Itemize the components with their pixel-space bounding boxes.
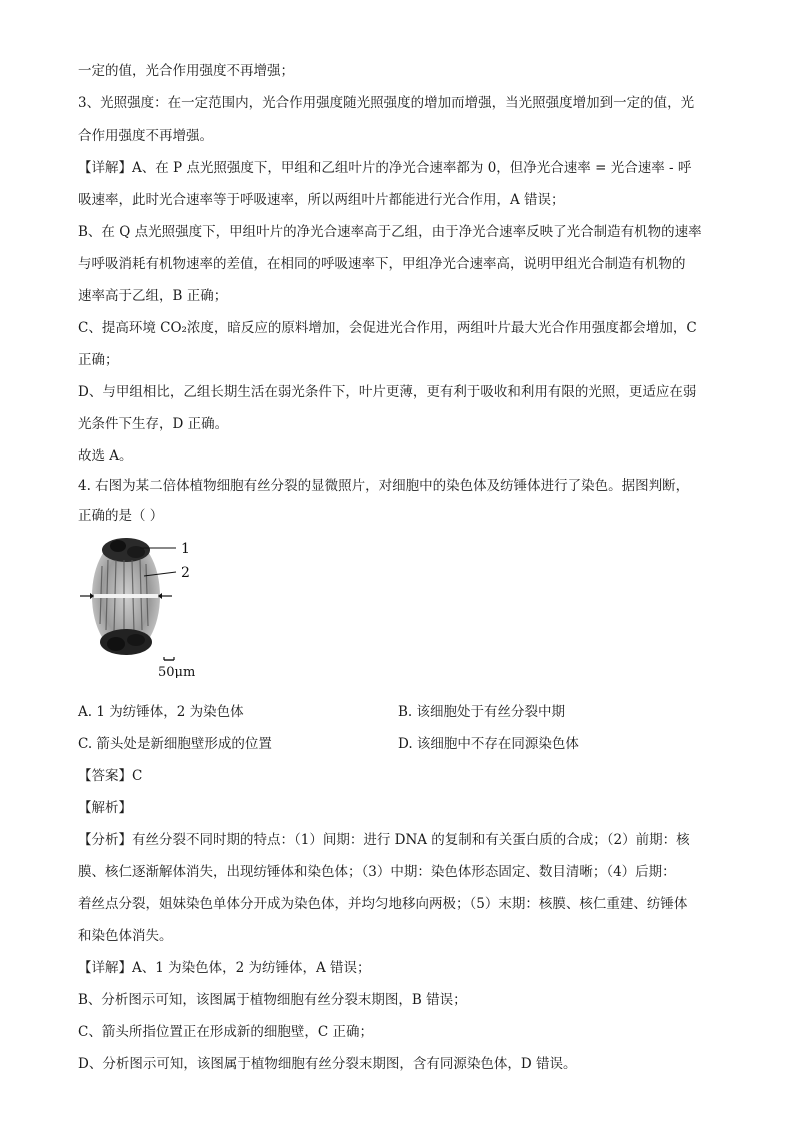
paragraph-line: 【分析】有丝分裂不同时期的特点：（1）间期：进行 DNA 的复制和有关蛋白质的合成；（2）前期：核	[78, 832, 690, 848]
paragraph-line: B、分析图示可知，该图属于植物细胞有丝分裂末期图，B 错误；	[78, 992, 467, 1008]
arrow-left-icon	[80, 593, 94, 599]
paragraph-line: 【详解】A、在 P 点光照强度下，甲组和乙组叶片的净光合速率都为 0，但净光合速率 = 光合速率 - 呼	[78, 160, 692, 176]
paragraph-line: 与呼吸消耗有机物速率的差值，在相同的呼吸速率下，甲组净光合速率高，说明甲组光合制造有机物的	[78, 256, 686, 272]
cell-division-micrograph	[78, 530, 228, 678]
answer-line: 【答案】C	[78, 768, 143, 784]
question-stem: 4. 右图为某二倍体植物细胞有丝分裂的显微照片，对细胞中的染色体及纺锤体进行了染色。据图判断，	[78, 478, 690, 494]
paragraph-line: 正确；	[78, 352, 119, 368]
arrow-right-icon	[158, 593, 172, 599]
option-b[interactable]: B. 该细胞处于有丝分裂中期	[398, 704, 566, 720]
figure-label-2: 2	[181, 565, 190, 581]
paragraph-line: C、提高环境 CO₂浓度，暗反应的原料增加，会促进光合作用，两组叶片最大光合作用强度都会增加，C	[78, 320, 697, 336]
paragraph-line: 和染色体消失。	[78, 928, 173, 944]
option-d[interactable]: D. 该细胞中不存在同源染色体	[398, 736, 579, 752]
paragraph-line: 着丝点分裂，姐妹染色单体分开成为染色体，并均匀地移向两极；（5）末期：核膜、核仁重建、纺锤体	[78, 896, 688, 912]
paragraph-line: 光条件下生存，D 正确。	[78, 416, 229, 432]
paragraph-line: D、与甲组相比，乙组长期生活在弱光条件下，叶片更薄，更有利于吸收和利用有限的光照，更适应在弱	[78, 384, 697, 400]
paragraph-line: 吸速率，此时光合速率等于呼吸速率，所以两组叶片都能进行光合作用，A 错误；	[78, 192, 565, 208]
question-stem: 正确的是（ ）	[78, 508, 164, 524]
paragraph-line: 合作用强度不再增强。	[78, 128, 213, 144]
figure-label-1: 1	[181, 541, 190, 557]
paragraph-line: D、分析图示可知，该图属于植物细胞有丝分裂末期图，含有同源染色体，D 错误。	[78, 1056, 577, 1072]
paragraph-line: 3、光照强度：在一定范围内，光合作用强度随光照强度的增加而增强，当光照强度增加到一定的值，光	[78, 95, 695, 111]
paragraph-line: C、箭头所指位置正在形成新的细胞壁，C 正确；	[78, 1024, 373, 1040]
micrograph-figure	[78, 530, 228, 678]
paragraph-line: B、在 Q 点光照强度下，甲组叶片的净光合速率高于乙组，由于净光合速率反映了光合制造有机物的速率	[78, 224, 702, 240]
option-c[interactable]: C. 箭头处是新细胞壁形成的位置	[78, 736, 272, 752]
analysis-heading: 【解析】	[78, 800, 132, 816]
scale-bar	[164, 657, 174, 660]
paragraph-line: 故选 A。	[78, 448, 133, 464]
paragraph-line: 膜、核仁逐渐解体消失，出现纺锤体和染色体；（3）中期：染色体形态固定、数目清晰；（4）后期：	[78, 864, 676, 880]
cell-plate	[94, 594, 158, 598]
option-a[interactable]: A. 1 为纺锤体，2 为染色体	[78, 704, 244, 720]
paragraph-line: 一定的值，光合作用强度不再增强；	[78, 63, 294, 79]
paragraph-line: 速率高于乙组，B 正确；	[78, 288, 228, 304]
scale-label: 50μm	[158, 665, 196, 678]
paragraph-line: 【详解】A、1 为染色体，2 为纺锤体，A 错误；	[78, 960, 371, 976]
